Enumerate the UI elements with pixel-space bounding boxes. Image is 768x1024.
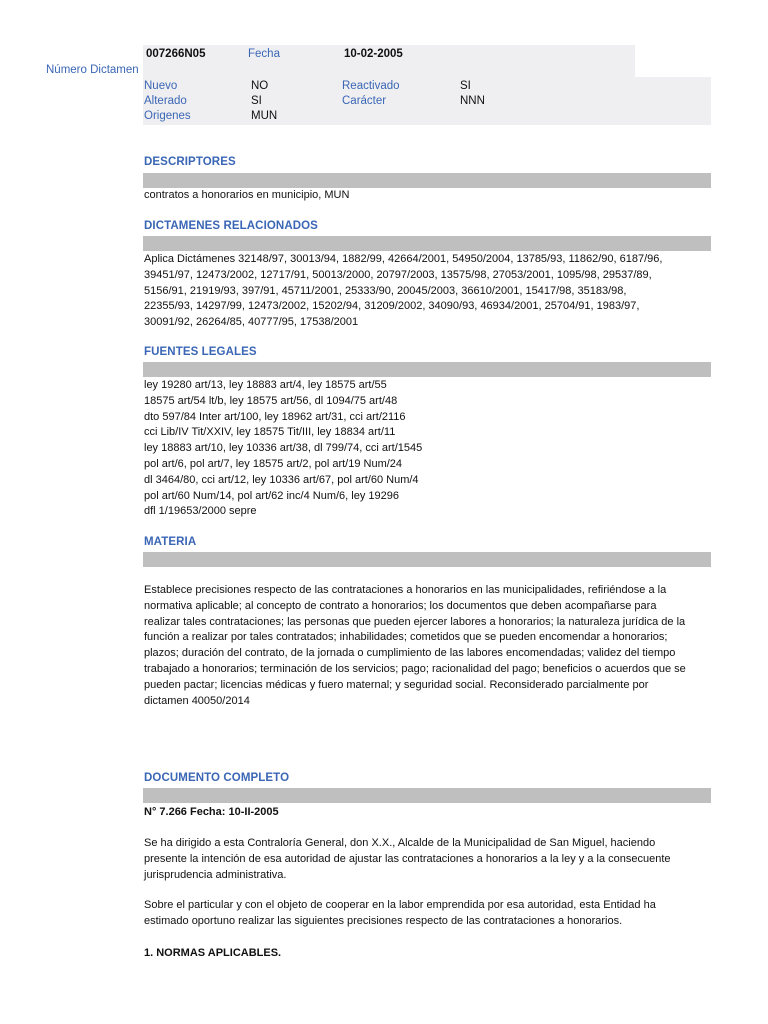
dictamenes-line: 30091/92, 26264/85, 40777/95, 17538/2001 <box>144 316 359 329</box>
dictamenes-line: Aplica Dictámenes 32148/97, 30013/94, 1882/99, 42664/2001, 54950/2004, 13785/93, 11862/90, 6187/96, <box>144 253 663 265</box>
paragraph-line: jurisprudencia administrativa. <box>144 868 287 881</box>
fuentes-line: dto 597/84 Inter art/100, ley 18962 art/31, cci art/2116 <box>144 410 406 423</box>
caracter-label: Carácter <box>342 95 387 107</box>
materia-line: realizar tales contrataciones; las personas que pueden ejercer labores a honorarios; la naturaleza jurídica de la <box>144 615 686 628</box>
materia-line: función a realizar por tales contratados; inhabilidades; cometidos que se pueden encomendar a honorarios; <box>144 631 668 644</box>
dictamenes-line: 39451/97, 12473/2002, 12717/91, 50013/2000, 20797/2003, 13575/98, 27053/2001, 1095/98, 29537/89, <box>144 268 652 281</box>
fecha-label: Fecha <box>248 48 280 60</box>
documento-heading: N° 7.266 Fecha: 10-II-2005 <box>144 806 279 818</box>
materia-line: normativa aplicable; al concepto de contrato a honorarios; los documentos que deben acompañarse para <box>144 599 657 612</box>
fuentes-line: 18575 art/54 lt/b, ley 18575 art/56, dl 1094/75 art/48 <box>144 394 398 407</box>
fuentes-bar <box>143 362 711 377</box>
numero-dictamen-value: 007266N05 <box>146 48 206 60</box>
origenes-label: Origenes <box>144 110 191 122</box>
paragraph-line: presente la intención de esa autoridad de ajustar las contrataciones a honorarios a la ley y a la consecuente <box>144 852 671 865</box>
fuentes-line: dfl 1/19653/2000 sepre <box>144 505 257 518</box>
fuentes-line: ley 19280 art/13, ley 18883 art/4, ley 18575 art/55 <box>144 379 387 391</box>
reactivado-label: Reactivado <box>342 80 400 92</box>
materia-bar <box>143 552 711 567</box>
descriptores-bar <box>143 173 711 188</box>
materia-line: trabajado a honorarios; terminación de los servicios; pago; racionalidad del pago; beneficios o acuerdos que se <box>144 662 686 675</box>
alterado-label: Alterado <box>144 95 187 107</box>
caracter-value: NNN <box>460 95 485 107</box>
origenes-value: MUN <box>251 110 278 122</box>
dictamenes-line: 5156/91, 21919/93, 397/91, 45711/2001, 25333/90, 20045/2003, 36610/2001, 15417/98, 35183/98, <box>144 284 627 297</box>
section-heading-normas: 1. NORMAS APLICABLES. <box>144 947 282 959</box>
materia-title: MATERIA <box>144 536 197 548</box>
nuevo-value: NO <box>251 80 269 92</box>
dictamenes-line: 22355/93, 14297/99, 12473/2002, 15202/94, 31209/2002, 34090/93, 46934/2001, 25704/91, 1983/97, <box>144 300 640 313</box>
dictamenes-text <box>144 252 714 331</box>
reactivado-value: SI <box>460 80 471 92</box>
fuentes-line: ley 18883 art/10, ley 10336 art/38, dl 799/74, cci art/1545 <box>144 442 423 455</box>
fuentes-title: FUENTES LEGALES <box>144 346 257 358</box>
materia-line: pueden pactar; licencias médicas y fuero maternal; y seguridad social. Reconsiderado parcialmente por <box>144 678 649 691</box>
dictamenes-bar <box>143 236 711 251</box>
materia-line: Establece precisiones respecto de las contrataciones a honorarios en las municipalidades, refiriéndose a la <box>144 584 667 596</box>
documento-title: DOCUMENTO COMPLETO <box>144 772 290 784</box>
fuentes-text <box>144 378 714 520</box>
paragraph-line: Se ha dirigido a esta Contraloría General, don X.X., Alcalde de la Municipalidad de San Miguel, haciendo <box>144 837 656 849</box>
materia-line: plazos; duración del contrato, de la jornada o cumplimiento de las labores encomendadas; validez del tiempo <box>144 647 676 660</box>
fuentes-line: dl 3464/80, cci art/12, ley 10336 art/67, pol art/60 Num/4 <box>144 473 419 486</box>
dictamenes-title: DICTAMENES RELACIONADOS <box>144 220 318 232</box>
documento-bar <box>143 788 711 803</box>
descriptores-text: contratos a honorarios en municipio, MUN <box>144 189 350 201</box>
numero-dictamen-label: Número Dictamen <box>46 64 139 76</box>
fuentes-line: pol art/60 Num/14, pol art/62 inc/4 Num/6, ley 19296 <box>144 489 399 502</box>
descriptores-title: DESCRIPTORES <box>144 156 236 168</box>
fuentes-line: pol art/6, pol art/7, ley 18575 art/2, pol art/19 Num/24 <box>144 457 403 470</box>
fuentes-line: cci Lib/IV Tit/XXIV, ley 18575 Tit/III, ley 18834 art/11 <box>144 426 396 439</box>
materia-line: dictamen 40050/2014 <box>144 694 250 707</box>
fecha-value: 10-02-2005 <box>344 48 403 60</box>
alterado-value: SI <box>251 95 262 107</box>
documento-paragraph-1 <box>144 836 714 883</box>
materia-text <box>144 583 714 709</box>
documento-paragraph-2 <box>144 898 714 930</box>
header-background-bottom <box>143 77 711 125</box>
paragraph-line: Sobre el particular y con el objeto de cooperar en la labor emprendida por esa autoridad, esta Entidad ha <box>144 899 656 911</box>
paragraph-line: estimado oportuno realizar las siguientes precisiones respecto de las contrataciones a honorarios. <box>144 914 623 927</box>
nuevo-label: Nuevo <box>144 80 178 92</box>
